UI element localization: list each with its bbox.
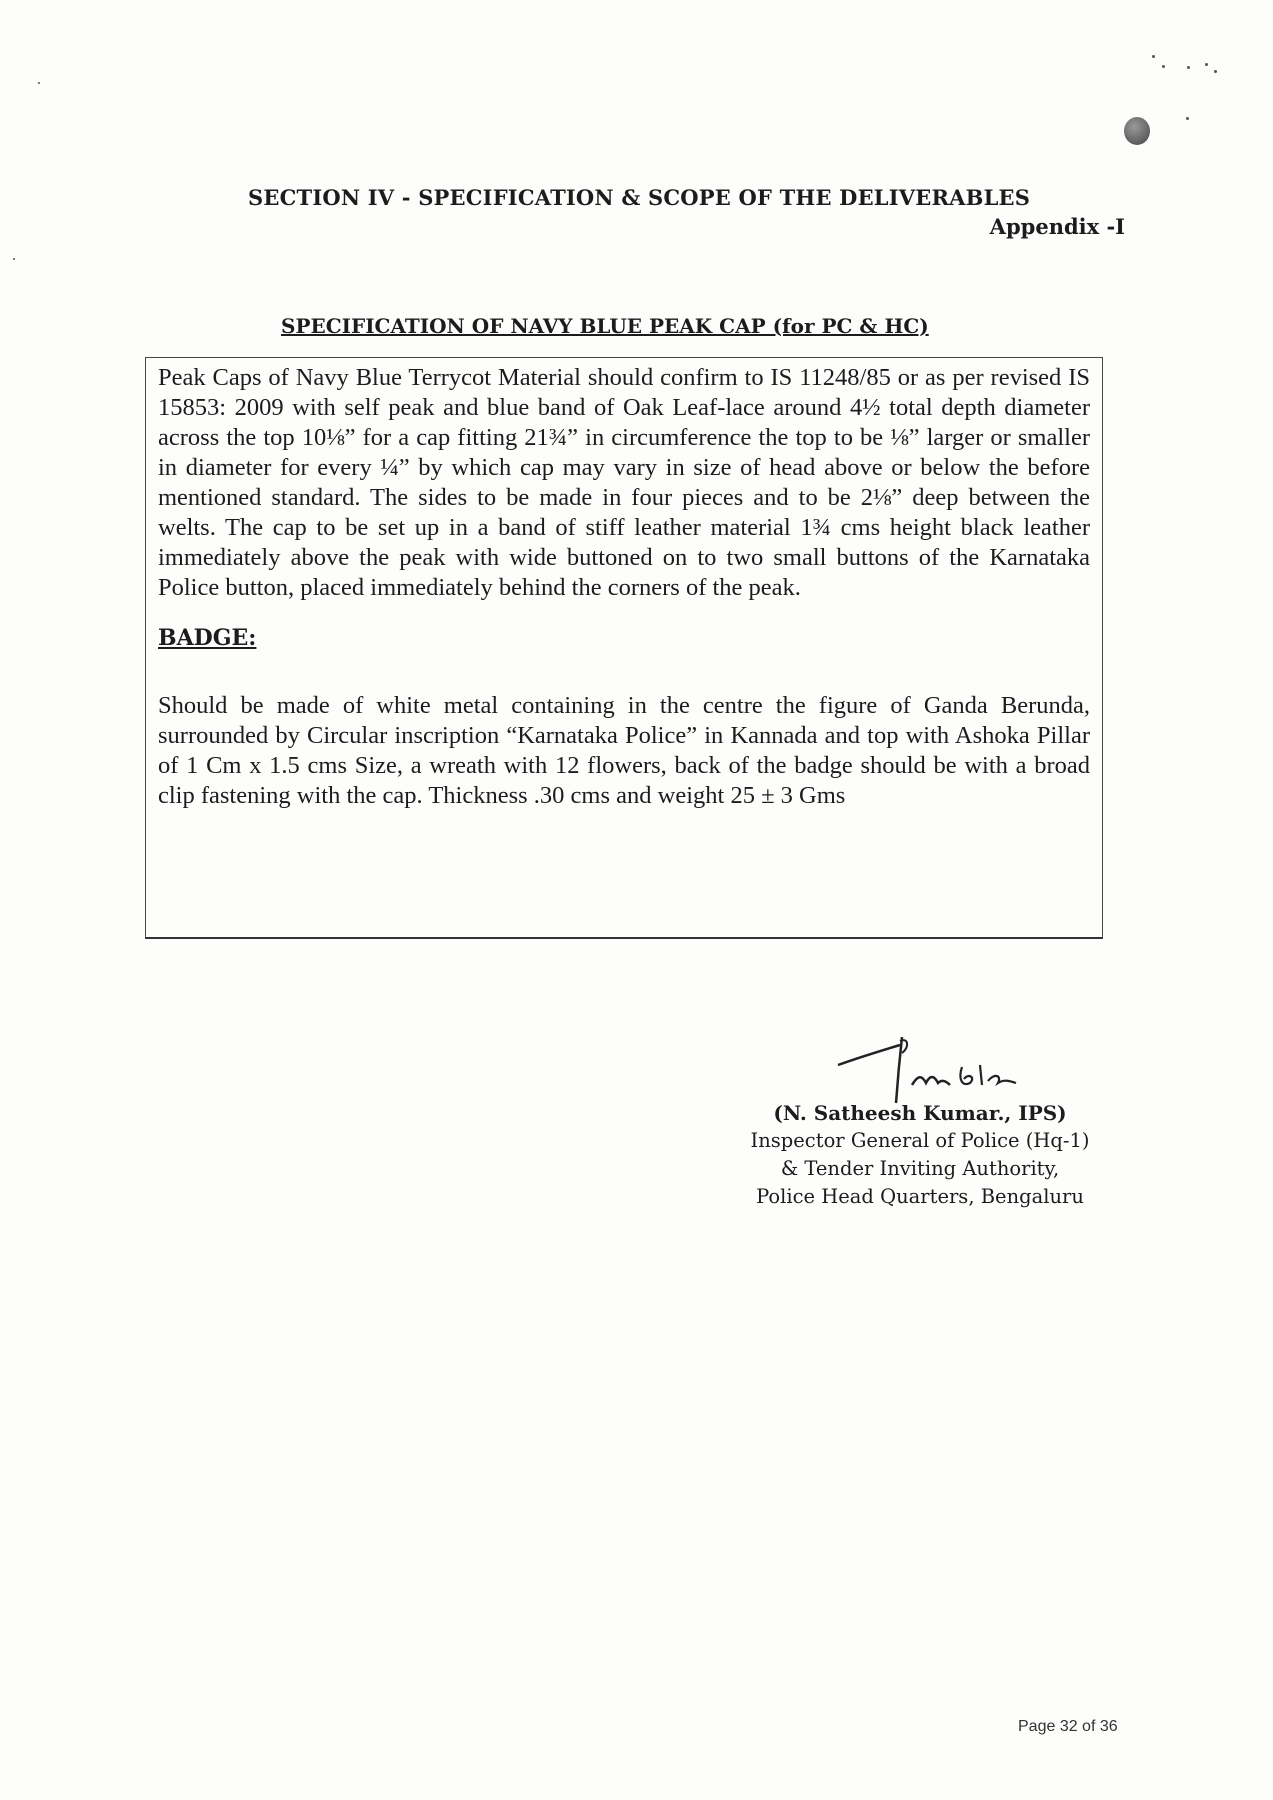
scan-speck bbox=[1186, 117, 1189, 120]
handwritten-signature bbox=[830, 1035, 1090, 1105]
scan-speck bbox=[1205, 63, 1208, 66]
specification-paragraph: Peak Caps of Navy Blue Terrycot Material should confirm to IS 11248/85 or as per revised IS 15853: 2009 with self peak and blue band of Oak Leaf-lace around 4½ total depth diameter across the top 10⅛” for a cap fitting 21¾” in circumference the top to be ⅛” larger or smaller in diameter for every ¼” by which cap may vary in size of head above or below the before mentioned standard. The sides to be made in four pieces and to be 2⅛” deep between the welts. The cap to be set up in a band of stiff leather material 1¾ cms height black leather immediately above the peak with wide buttoned on to two small buttons of the Karnataka Police button, placed immediately behind the corners of the peak. bbox=[158, 364, 1090, 601]
signatory-name: (N. Satheesh Kumar., IPS) bbox=[773, 1101, 1067, 1125]
page-number: Page 32 of 36 bbox=[1018, 1718, 1118, 1735]
specification-heading: SPECIFICATION OF NAVY BLUE PEAK CAP (for PC & HC) bbox=[281, 314, 929, 338]
specification-box bbox=[145, 357, 1103, 939]
appendix-label: Appendix -I bbox=[989, 214, 1125, 239]
signatory-block bbox=[720, 1099, 1120, 1211]
signatory-office: Police Head Quarters, Bengaluru bbox=[756, 1185, 1084, 1208]
scan-speck bbox=[1187, 66, 1190, 69]
badge-paragraph: Should be made of white metal containing in the centre the figure of Ganda Berunda, surrounded by Circular inscription “Karnataka Police” in Kannada and top with Ashoka Pillar of 1 Cm x 1.5 cms Size, a wreath with 12 flowers, back of the badge should be with a broad clip fastening with the cap. Thickness .30 cms and weight 25 ± 3 Gms bbox=[158, 692, 1090, 809]
scan-speck bbox=[1162, 65, 1165, 68]
badge-heading: BADGE: bbox=[158, 625, 257, 651]
signatory-role: & Tender Inviting Authority, bbox=[780, 1157, 1060, 1180]
scan-speck bbox=[1152, 55, 1155, 58]
punch-hole-mark bbox=[1124, 117, 1150, 145]
section-title: SECTION IV - SPECIFICATION & SCOPE OF THE DELIVERABLES bbox=[248, 185, 1031, 210]
scan-speck bbox=[38, 82, 40, 84]
signatory-designation: Inspector General of Police (Hq-1) bbox=[750, 1129, 1090, 1152]
scan-speck bbox=[1214, 70, 1217, 73]
scan-speck bbox=[13, 258, 15, 260]
